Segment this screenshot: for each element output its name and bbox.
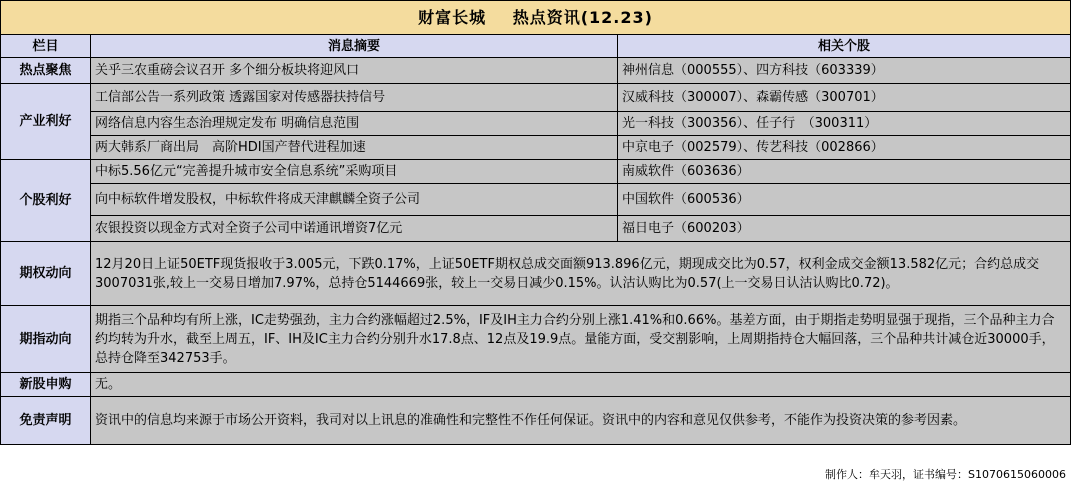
stocks-cell: 中京电子（002579）、传艺科技（002866） [618, 136, 1071, 160]
report-title [1, 1, 1071, 35]
title-sub: 热点资讯(12.23) [512, 8, 653, 27]
stocks-cell: 汉威科技（300007）、森霸传感（300701） [618, 84, 1071, 112]
summary-cell: 中标5.56亿元“完善提升城市安全信息系统”采购项目 [91, 160, 618, 184]
header-stocks: 相关个股 [618, 35, 1071, 58]
summary-cell: 农银投资以现金方式对全资子公司中诺通讯增资7亿元 [91, 216, 618, 242]
category-disclaimer: 免责声明 [1, 397, 91, 445]
summary-cell: 网络信息内容生态治理规定发布 明确信息范围 [91, 112, 618, 136]
stocks-cell: 神州信息（000555）、四方科技（603339） [618, 58, 1071, 84]
category-options: 期权动向 [1, 242, 91, 306]
summary-cell: 两大韩系厂商出局 高阶HDI国产替代进程加速 [91, 136, 618, 160]
category-hot: 热点聚焦 [1, 58, 91, 84]
futures-text: 期指三个品种均有所上涨，IC走势强劲，主力合约涨幅超过2.5%，IF及IH主力合约分别上涨1.41%和0.66%。基差方面，由于期指走势明显强于现指，三个品种主力合约均转为升水，截至上周五，IF、IH及IC主力合约分别升水17.8点、12点及19.9点。量能方面，受交割影响，上周期指持仓大幅回落，三个品种共计减仓近30000手，总持仓降至342753手。 [91, 306, 1071, 373]
summary-cell: 向中标软件增发股权，中标软件将成天津麒麟全资子公司 [91, 184, 618, 216]
author-credit: 制作人：牟天羽，证书编号：S1070615060006 [825, 468, 1066, 481]
header-column: 栏目 [1, 35, 91, 58]
stocks-cell: 光一科技（300356）、任子行 （300311） [618, 112, 1071, 136]
ipo-text: 无。 [91, 373, 1071, 397]
options-text: 12月20日上证50ETF现货报收于3.005元，下跌0.17%，上证50ETF期权总成交面额913.896亿元，期现成交比为0.57，权利金成交金额13.582亿元；合约总成交3007031张,较上一交易日增加7.97%，总持仓5144669张，较上一交易日减少0.15%。认沽认购比为0.57(上一交易日认沽认购比0.72)。 [91, 242, 1071, 306]
summary-cell: 工信部公告一系列政策 透露国家对传感器扶持信号 [91, 84, 618, 112]
author-footer [823, 466, 1066, 482]
category-ipo: 新股申购 [1, 373, 91, 397]
category-futures: 期指动向 [1, 306, 91, 373]
disclaimer-text: 资讯中的信息均来源于市场公开资料，我司对以上讯息的准确性和完整性不作任何保证。资讯中的内容和意见仅供参考，不能作为投资决策的参考因素。 [91, 397, 1071, 445]
summary-cell: 关乎三农重磅会议召开 多个细分板块将迎风口 [91, 58, 618, 84]
title-main: 财富长城 [418, 8, 487, 27]
category-stock: 个股利好 [1, 160, 91, 242]
header-summary: 消息摘要 [91, 35, 618, 58]
category-industry: 产业利好 [1, 84, 91, 160]
stocks-cell: 南威软件（603636） [618, 160, 1071, 184]
stocks-cell: 福日电子（600203） [618, 216, 1071, 242]
stocks-cell: 中国软件（600536） [618, 184, 1071, 216]
